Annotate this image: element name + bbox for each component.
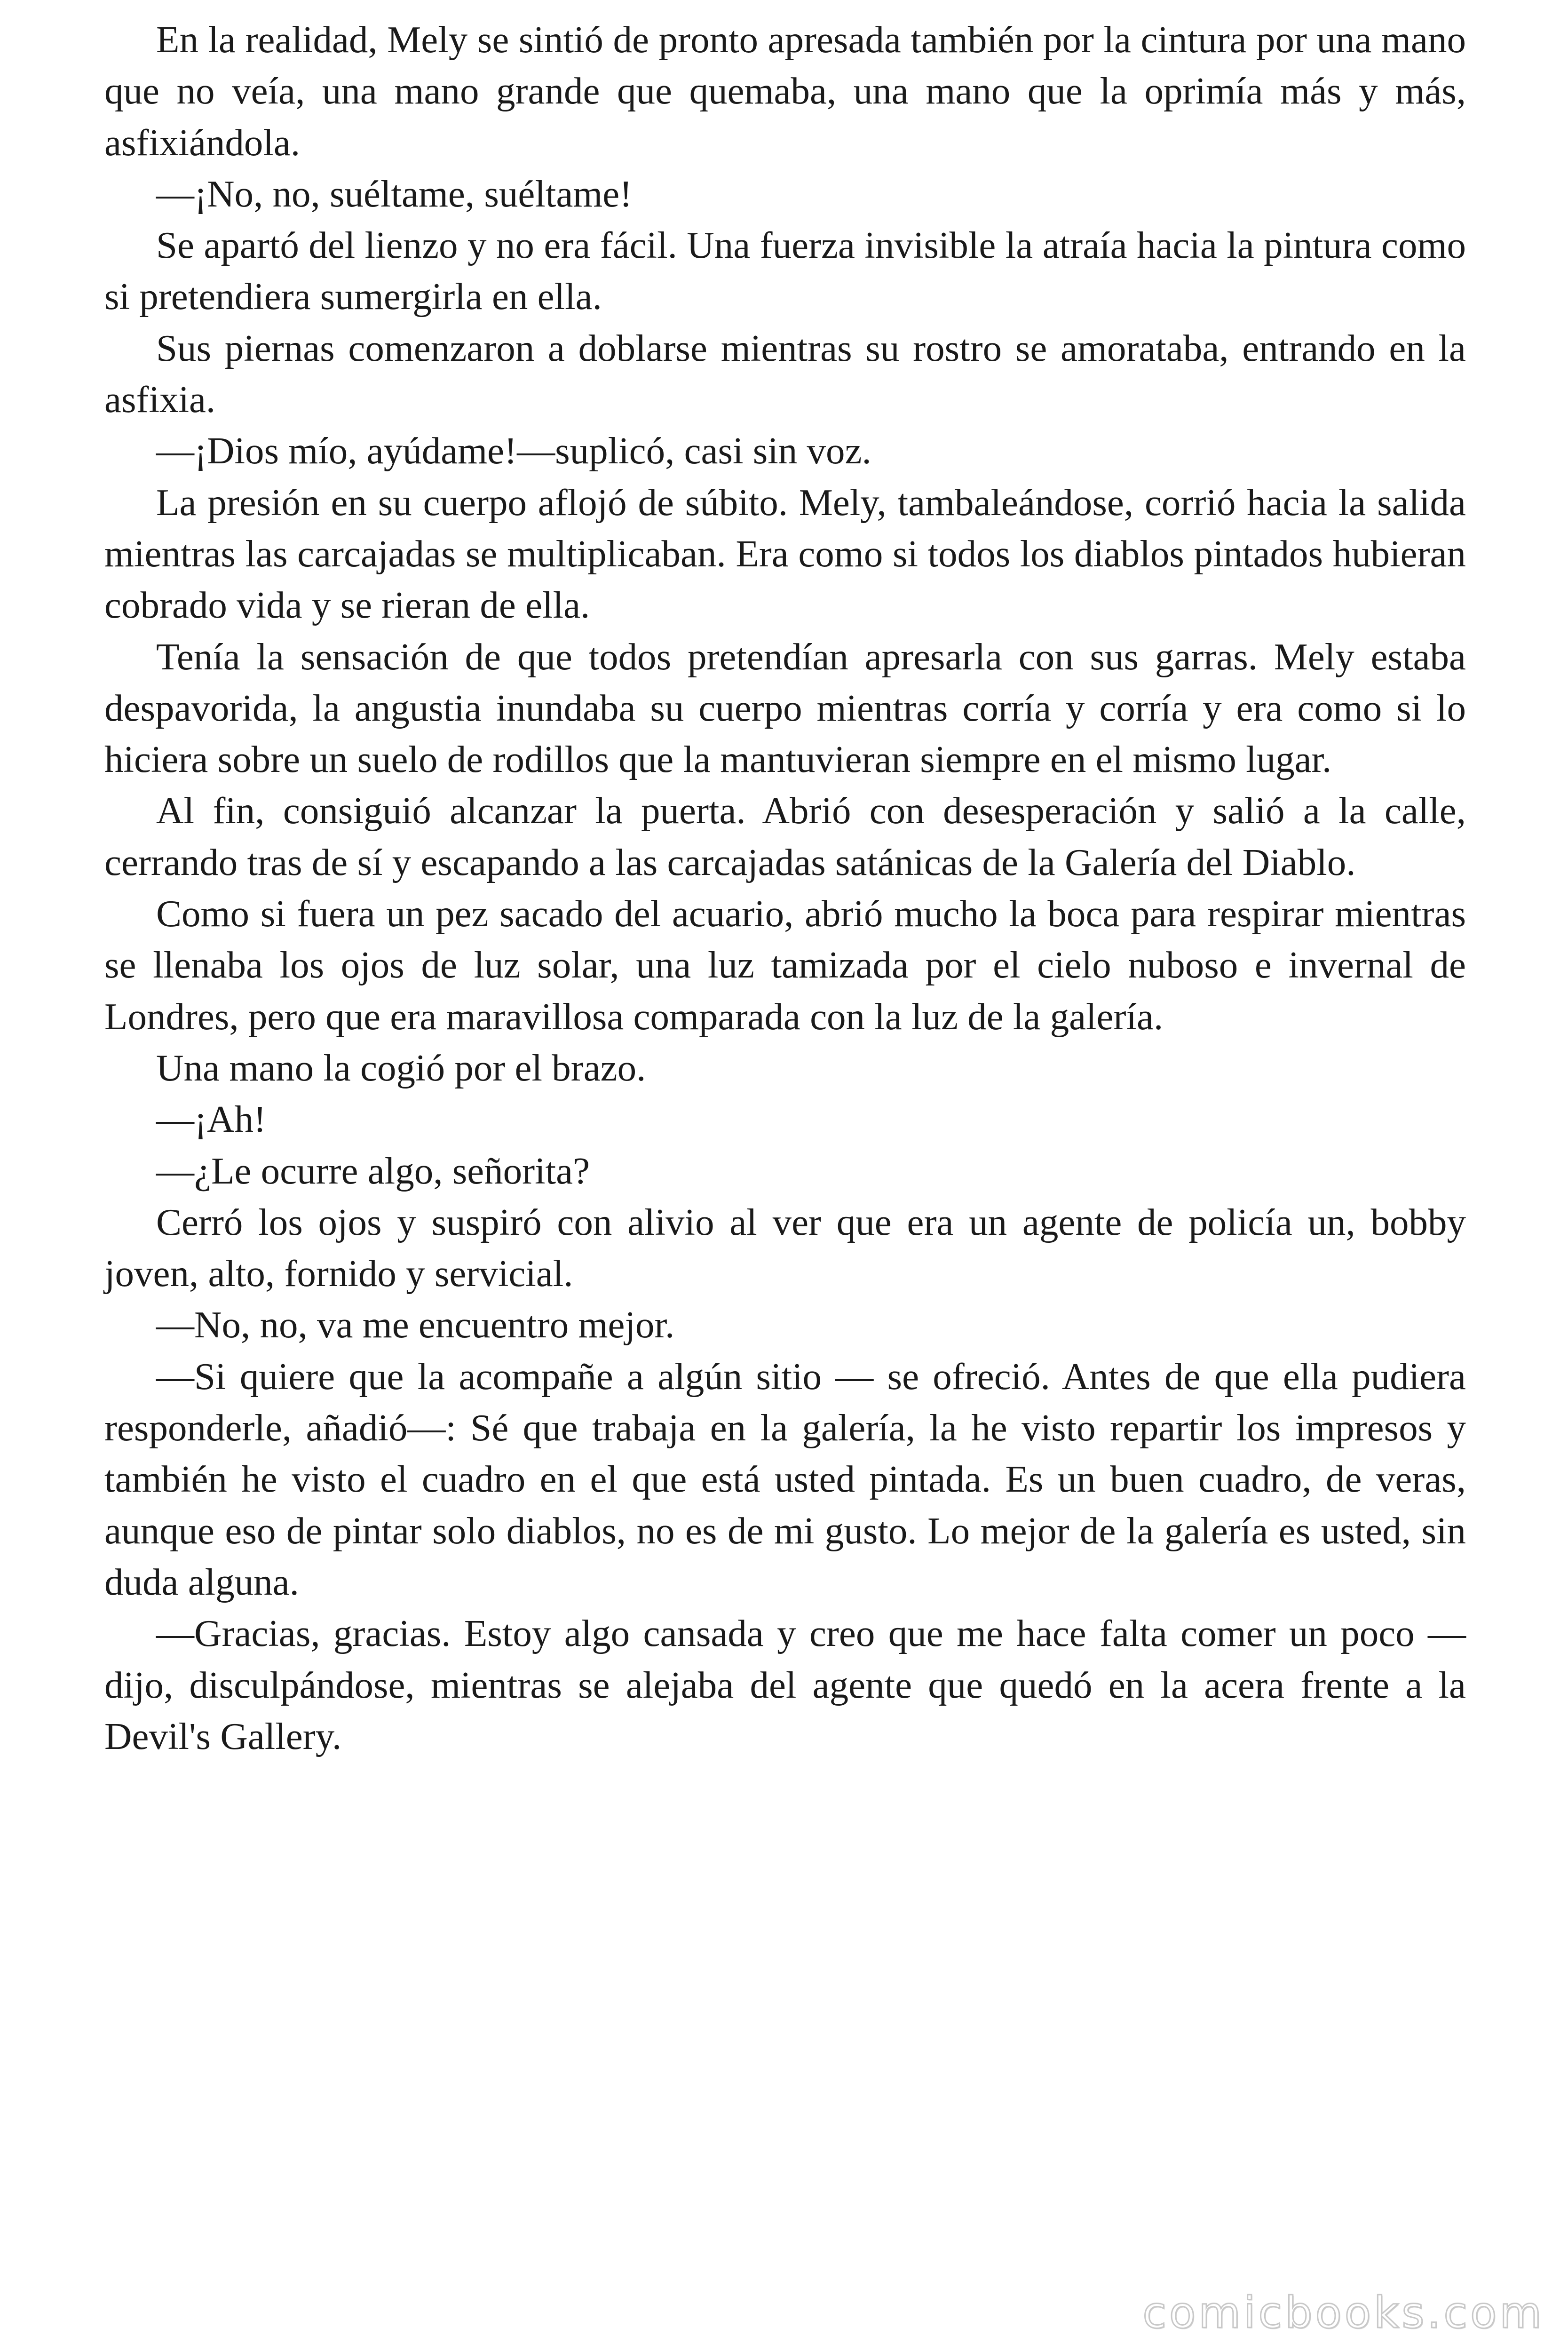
paragraph: Una mano la cogió por el brazo. bbox=[156, 1046, 646, 1089]
paragraph: —Si quiere que la acompañe a algún sitio — se ofreció. Antes de que ella pudiera responderle, añadió—: Sé que trabaja en la galería, la he visto repartir los impresos y también he visto el cuadro en el que está usted pintada. Es un buen cuadro, de veras, aunque eso de pintar solo diablos, no es de mi gusto. Lo mejor de la galería es usted, sin duda alguna. bbox=[104, 1355, 1466, 1603]
watermark-logo: comicbooks.com bbox=[1142, 2288, 1544, 2338]
paragraph: Se apartó del lienzo y no era fácil. Una fuerza invisible la atraía hacia la pintura como si pretendiera sumergirla en ella. bbox=[104, 224, 1466, 318]
paragraph: —¿Le ocurre algo, señorita? bbox=[156, 1149, 590, 1192]
paragraph: —¡Dios mío, ayúdame!—suplicó, casi sin voz. bbox=[156, 429, 871, 472]
paragraph: —Gracias, gracias. Estoy algo cansada y creo que me hace falta comer un poco —dijo, disculpándose, mientras se alejaba del agente que quedó en la acera frente a la Devil's Gallery. bbox=[104, 1612, 1466, 1757]
paragraph: Cerró los ojos y suspiró con alivio al ver que era un agente de policía un, bobby joven, alto, fornido y servicial. bbox=[104, 1200, 1466, 1295]
body-text bbox=[104, 14, 1466, 1762]
paragraph: Sus piernas comenzaron a doblarse mientras su rostro se amorataba, entrando en la asfixia. bbox=[104, 326, 1466, 421]
paragraph: La presión en su cuerpo aflojó de súbito. Mely, tambaleándose, corrió hacia la salida mientras las carcajadas se multiplicaban. Era como si todos los diablos pintados hubieran cobrado vida y se rieran de ella. bbox=[104, 481, 1466, 627]
paragraph: Como si fuera un pez sacado del acuario, abrió mucho la boca para respirar mientras se llenaba los ojos de luz solar, una luz tamizada por el cielo nuboso e invernal de Londres, pero que era maravillosa comparada con la luz de la galería. bbox=[104, 892, 1466, 1038]
paragraph: Al fin, consiguió alcanzar la puerta. Abrió con desesperación y salió a la calle, cerrando tras de sí y escapando a las carcajadas satánicas de la Galería del Diablo. bbox=[104, 789, 1466, 883]
paragraph: —¡Ah! bbox=[156, 1098, 266, 1141]
paragraph: —¡No, no, suéltame, suéltame! bbox=[156, 172, 633, 215]
paragraph: En la realidad, Mely se sintió de pronto apresada también por la cintura por una mano que no veía, una mano grande que quemaba, una mano que la oprimía más y más, asfixiándola. bbox=[104, 18, 1466, 164]
paragraph: Tenía la sensación de que todos pretendían apresarla con sus garras. Mely estaba despavorida, la angustia inundaba su cuerpo mientras corría y corría y era como si lo hiciera sobre un suelo de rodillos que la mantuvieran siempre en el mismo lugar. bbox=[104, 635, 1466, 781]
paragraph: —No, no, va me encuentro mejor. bbox=[156, 1303, 675, 1346]
